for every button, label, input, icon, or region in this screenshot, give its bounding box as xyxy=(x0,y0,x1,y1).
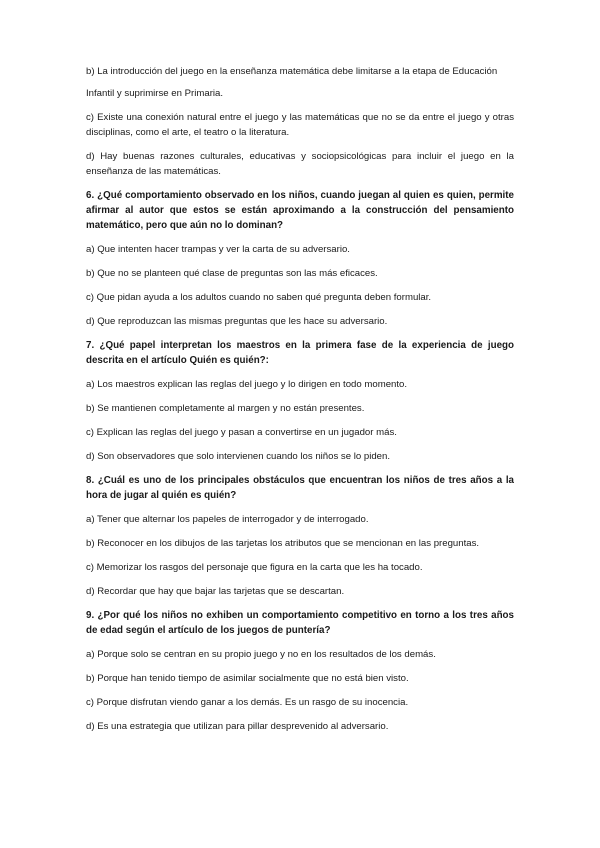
option-text: b) La introducción del juego en la enseñanza matemática debe limitarse a la etapa de Educación xyxy=(86,66,498,77)
option-text: d) Hay buenas razones culturales, educativas y sociopsicológicas para incluir el juego en la enseñanza de las matemáticas. xyxy=(86,151,514,177)
option-text: Infantil y suprimirse en Primaria. xyxy=(86,88,224,99)
option-text: a) Los maestros explican las reglas del juego y lo dirigen en todo momento. xyxy=(86,379,408,390)
question-heading: 7. ¿Qué papel interpretan los maestros en la primera fase de la experiencia de juego descrita en el artículo Quién es quién?: xyxy=(86,340,514,366)
question-heading: 8. ¿Cuál es uno de los principales obstáculos que encuentran los niños de tres años a la hora de jugar al quién es quién? xyxy=(86,475,514,501)
option-text: c) Que pidan ayuda a los adultos cuando no saben qué pregunta deben formular. xyxy=(86,292,432,303)
option-text: b) Reconocer en los dibujos de las tarjetas los atributos que se mencionan en las preguntas. xyxy=(86,538,480,549)
question-heading: 9. ¿Por qué los niños no exhiben un comportamiento competitivo en torno a los tres años de edad según el artículo de los juegos de puntería? xyxy=(86,610,514,636)
option-text: d) Es una estrategia que utilizan para pillar desprevenido al adversario. xyxy=(86,721,389,732)
option-text: c) Existe una conexión natural entre el juego y las matemáticas que no se da entre el juego y otras disciplinas, como el arte, el teatro o la literatura. xyxy=(86,112,514,138)
option-text: d) Que reproduzcan las mismas preguntas que les hace su adversario. xyxy=(86,316,388,327)
option-text: b) Que no se planteen qué clase de preguntas son las más eficaces. xyxy=(86,268,378,279)
option-text: d) Son observadores que solo intervienen cuando los niños se lo piden. xyxy=(86,451,391,462)
option-text: a) Porque solo se centran en su propio juego y no en los resultados de los demás. xyxy=(86,649,436,660)
document-page xyxy=(86,64,514,743)
question-heading: 6. ¿Qué comportamiento observado en los niños, cuando juegan al quien es quien, permite afirmar al autor que estos se están aproximando a la construcción del pensamiento matemático, pero que aún no lo dominan? xyxy=(86,190,514,231)
option-text: b) Porque han tenido tiempo de asimilar socialmente que no está bien visto. xyxy=(86,673,409,684)
option-text: b) Se mantienen completamente al margen y no están presentes. xyxy=(86,403,365,414)
option-text: c) Explican las reglas del juego y pasan a convertirse en un jugador más. xyxy=(86,427,397,438)
option-text: d) Recordar que hay que bajar las tarjetas que se descartan. xyxy=(86,586,345,597)
option-text: c) Porque disfrutan viendo ganar a los demás. Es un rasgo de su inocencia. xyxy=(86,697,409,708)
option-text: a) Tener que alternar los papeles de interrogador y de interrogado. xyxy=(86,514,369,525)
option-text: a) Que intenten hacer trampas y ver la carta de su adversario. xyxy=(86,244,350,255)
option-text: c) Memorizar los rasgos del personaje que figura en la carta que les ha tocado. xyxy=(86,562,423,573)
